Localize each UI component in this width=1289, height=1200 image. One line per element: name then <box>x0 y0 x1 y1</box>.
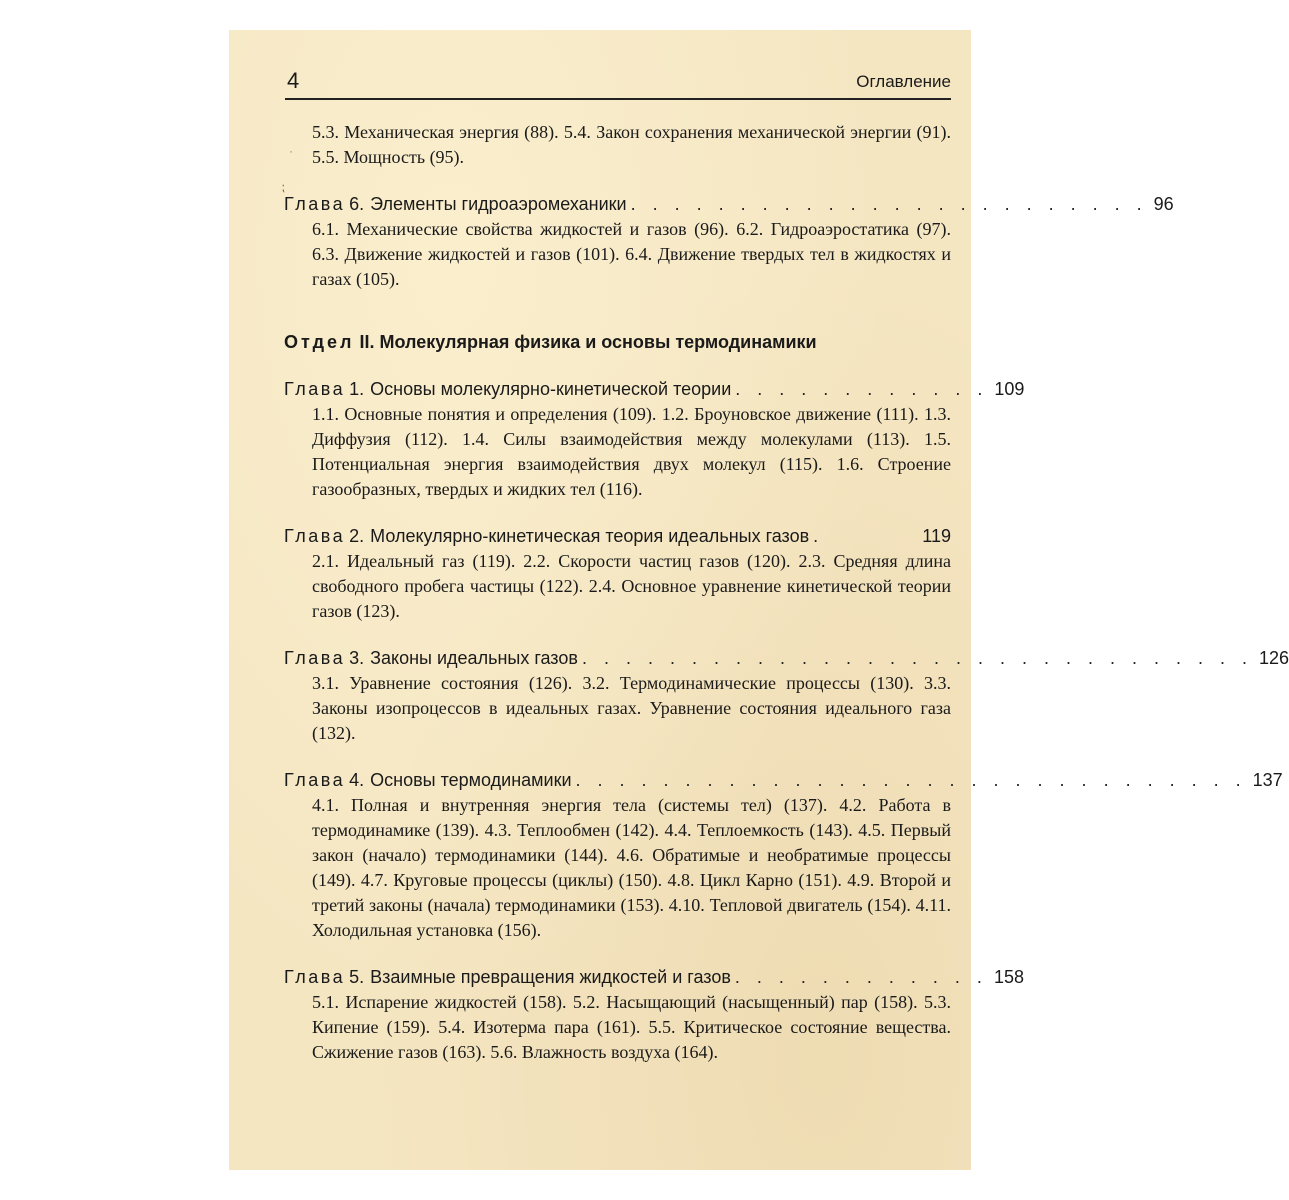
toc-chapter-entry <box>284 965 1024 1065</box>
chapter-word: Глава <box>284 648 346 668</box>
page-speck: ⁏ <box>281 180 286 194</box>
toc-chapter-line <box>284 377 1025 402</box>
dot-leader: . . . . . . . . . . . . . . . . . . . . . . . . . . . . . . . <box>575 770 1247 790</box>
chapter-title: Элементы гидроаэромеханики <box>370 194 627 214</box>
section-title: Молекулярная физика и основы термодинамики <box>379 332 817 352</box>
running-head-title: Оглавление <box>856 72 951 91</box>
toc-subsections: 3.1. Уравнение состояния (126). 3.2. Термодинамические процессы (130). 3.3. Законы изопроцессов в идеальных газах. Уравнение состояния идеального газа (132). <box>312 673 951 743</box>
chapter-title: Основы термодинамики <box>370 770 572 790</box>
toc-chapter-line <box>284 192 1174 217</box>
chapter-page: 119 <box>922 526 951 546</box>
toc-subsections: 2.1. Идеальный газ (119). 2.2. Скорости частиц газов (120). 2.3. Средняя длина свободного пробега частицы (122). 2.4. Основное уравнение кинетической теории газов (123). <box>312 551 951 621</box>
dot-leader: . . . . . . . . . . . . <box>735 379 989 399</box>
chapter-title: Молекулярно-кинетическая теория идеальных газов <box>370 526 810 546</box>
chapter-word: Глава <box>284 526 346 546</box>
page-number: 4 <box>287 68 300 93</box>
toc-chapter-entry <box>284 524 951 624</box>
chapter-page: 96 <box>1153 194 1174 214</box>
section-word: Отдел <box>284 332 355 352</box>
dot-leader: . . . . . . . . . . . . . . . . . . . . . . . . <box>630 194 1148 214</box>
chapter-number: 6. <box>349 194 365 214</box>
toc-chapter-line <box>284 768 1283 793</box>
section-heading <box>284 330 951 355</box>
running-head <box>285 68 951 100</box>
chapter-number: 4. <box>349 770 365 790</box>
toc-chapter-entry <box>284 192 1174 292</box>
dot-leader: . . . . . . . . . . . . . . . . . . . . . . . . . . . . . . . <box>581 648 1253 668</box>
toc-subsections: 6.1. Механические свойства жидкостей и газов (96). 6.2. Гидроаэростатика (97). 6.3. Движение жидкостей и газов (101). 6.4. Движение твердых тел в жидкостях и газах (105). <box>312 219 951 289</box>
book-page <box>229 30 1289 1170</box>
chapter-number: 1. <box>349 379 365 399</box>
toc-chapter-entry <box>284 377 1025 502</box>
toc-chapter-line <box>284 646 1289 671</box>
toc-subsections: 1.1. Основные понятия и определения (109). 1.2. Броуновское движение (111). 1.3. Диффузия (112). 1.4. Силы взаимодействия между молекулами (113). 1.5. Потенциальная энергия взаимодействия двух молекул (115). 1.6. Строение газообразных, твердых и жидких тел (116). <box>312 404 951 499</box>
chapter-number: 5. <box>349 967 365 987</box>
chapter-page: 158 <box>993 967 1024 987</box>
section-numeral: II. <box>359 332 375 352</box>
chapter-number: 2. <box>349 526 365 546</box>
toc-content <box>284 120 1289 1065</box>
chapter-word: Глава <box>284 379 346 399</box>
chapter-title: Основы молекулярно-кинетической теории <box>370 379 732 399</box>
chapter-word: Глава <box>284 967 346 987</box>
toc-chapter-entry <box>284 768 1283 943</box>
chapter-title: Взаимные превращения жидкостей и газов <box>370 967 731 987</box>
dot-leader: . <box>813 526 825 546</box>
toc-continuation <box>284 120 951 170</box>
chapter-title: Законы идеальных газов <box>370 648 578 668</box>
toc-subsections: 5.3. Механическая энергия (88). 5.4. Закон сохранения механической энергии (91). 5.5. Мощность (95). <box>312 122 951 167</box>
chapter-page: 126 <box>1259 648 1289 668</box>
toc-chapter-entry <box>284 646 1289 746</box>
chapter-page: 109 <box>994 379 1025 399</box>
chapter-word: Глава <box>284 194 346 214</box>
toc-subsections: 5.1. Испарение жидкостей (158). 5.2. Насыщающий (насыщенный) пар (158). 5.3. Кипение (159). 5.4. Изотерма пара (161). 5.5. Критическое состояние вещества. Сжижение газов (163). 5.6. Влажность воздуха (164). <box>312 992 951 1062</box>
chapter-number: 3. <box>349 648 365 668</box>
toc-chapter-line <box>284 965 1024 990</box>
dot-leader: . . . . . . . . . . . . <box>734 967 988 987</box>
page-speck: ˙ <box>289 148 293 162</box>
toc-subsections: 4.1. Полная и внутренняя энергия тела (системы тел) (137). 4.2. Работа в термодинамике (139). 4.3. Теплообмен (142). 4.4. Теплоемкость (143). 4.5. Первый закон (начало) термодинамики (144). 4.6. Обратимые и необратимые процессы (149). 4.7. Круговые процессы (циклы) (150). 4.8. Цикл Карно (151). 4.9. Второй и третий законы (начала) термодинамики (153). 4.10. Тепловой двигатель (154). 4.11. Холодильная установка (156). <box>312 795 951 940</box>
chapter-page: 137 <box>1252 770 1283 790</box>
toc-chapter-line <box>284 524 951 549</box>
chapter-word: Глава <box>284 770 346 790</box>
